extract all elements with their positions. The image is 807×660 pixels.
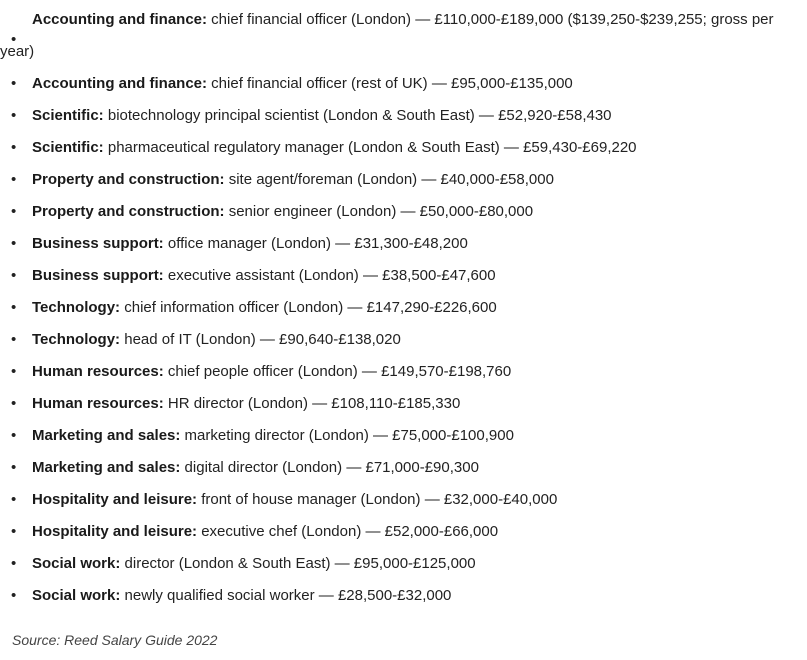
bullet-icon: • xyxy=(11,203,17,220)
list-item xyxy=(0,132,807,164)
item-detail: pharmaceutical regulatory manager (London & South East) — £59,430-£69,220 xyxy=(103,139,637,156)
list-item xyxy=(0,292,807,324)
list-item xyxy=(0,196,807,228)
item-detail: HR director (London) — £108,110-£185,330 xyxy=(163,395,461,412)
list-item xyxy=(0,516,807,548)
bullet-icon: • xyxy=(11,587,17,604)
item-detail: chief people officer (London) — £149,570-£198,760 xyxy=(163,363,512,380)
item-category: Human resources: xyxy=(32,363,164,380)
bullet-icon: • xyxy=(11,171,17,188)
salary-list xyxy=(0,4,807,612)
bullet-icon: • xyxy=(11,555,17,572)
list-item xyxy=(0,484,807,516)
bullet-icon: • xyxy=(11,107,17,124)
item-detail: chief information officer (London) — £147,290-£226,600 xyxy=(120,299,497,316)
list-item xyxy=(0,324,807,356)
item-detail: office manager (London) — £31,300-£48,200 xyxy=(163,235,468,252)
item-category: Scientific: xyxy=(32,107,104,124)
item-detail: executive assistant (London) — £38,500-£47,600 xyxy=(163,267,496,284)
item-category: Business support: xyxy=(32,235,164,252)
item-detail: marketing director (London) — £75,000-£100,900 xyxy=(180,427,514,444)
list-item xyxy=(0,4,807,68)
list-item xyxy=(0,580,807,612)
item-category: Hospitality and leisure: xyxy=(32,523,198,540)
item-category: Hospitality and leisure: xyxy=(32,491,198,508)
source-caption: Source: Reed Salary Guide 2022 xyxy=(12,632,218,648)
item-category: Scientific: xyxy=(32,139,104,156)
bullet-icon: • xyxy=(11,523,17,540)
list-item xyxy=(0,260,807,292)
list-item xyxy=(0,420,807,452)
item-detail: site agent/foreman (London) — £40,000-£58,000 xyxy=(224,171,554,188)
list-item xyxy=(0,452,807,484)
bullet-icon: • xyxy=(11,459,17,476)
item-category: Property and construction: xyxy=(32,171,225,188)
item-category: Technology: xyxy=(32,331,121,348)
list-item xyxy=(0,100,807,132)
list-item xyxy=(0,548,807,580)
item-detail: chief financial officer (London) — £110,000-£189,000 ($139,250-$239,255; gross per year) xyxy=(0,11,774,60)
list-item xyxy=(0,388,807,420)
item-detail: head of IT (London) — £90,640-£138,020 xyxy=(120,331,401,348)
bullet-icon: • xyxy=(11,427,17,444)
list-item xyxy=(0,164,807,196)
item-category: Social work: xyxy=(32,555,121,572)
item-category: Marketing and sales: xyxy=(32,459,181,476)
item-detail: digital director (London) — £71,000-£90,300 xyxy=(180,459,479,476)
bullet-icon: • xyxy=(11,31,17,48)
bullet-icon: • xyxy=(11,267,17,284)
bullet-icon: • xyxy=(11,395,17,412)
item-category: Accounting and finance: xyxy=(32,75,208,92)
bullet-icon: • xyxy=(11,235,17,252)
bullet-icon: • xyxy=(11,139,17,156)
bullet-icon: • xyxy=(11,299,17,316)
list-item xyxy=(0,68,807,100)
item-detail: executive chef (London) — £52,000-£66,000 xyxy=(197,523,499,540)
item-category: Marketing and sales: xyxy=(32,427,181,444)
bullet-icon: • xyxy=(11,491,17,508)
bullet-icon: • xyxy=(11,331,17,348)
list-item xyxy=(0,356,807,388)
item-detail: senior engineer (London) — £50,000-£80,000 xyxy=(224,203,534,220)
item-detail: director (London & South East) — £95,000-£125,000 xyxy=(120,555,476,572)
list-item xyxy=(0,228,807,260)
item-category: Accounting and finance: xyxy=(32,11,208,28)
item-detail: chief financial officer (rest of UK) — £95,000-£135,000 xyxy=(207,75,573,92)
bullet-icon: • xyxy=(11,75,17,92)
item-category: Human resources: xyxy=(32,395,164,412)
item-category: Business support: xyxy=(32,267,164,284)
item-detail: front of house manager (London) — £32,000-£40,000 xyxy=(197,491,558,508)
item-category: Social work: xyxy=(32,587,121,604)
item-category: Technology: xyxy=(32,299,121,316)
item-detail: biotechnology principal scientist (London & South East) — £52,920-£58,430 xyxy=(103,107,612,124)
item-category: Property and construction: xyxy=(32,203,225,220)
bullet-icon: • xyxy=(11,363,17,380)
item-detail: newly qualified social worker — £28,500-£32,000 xyxy=(120,587,452,604)
